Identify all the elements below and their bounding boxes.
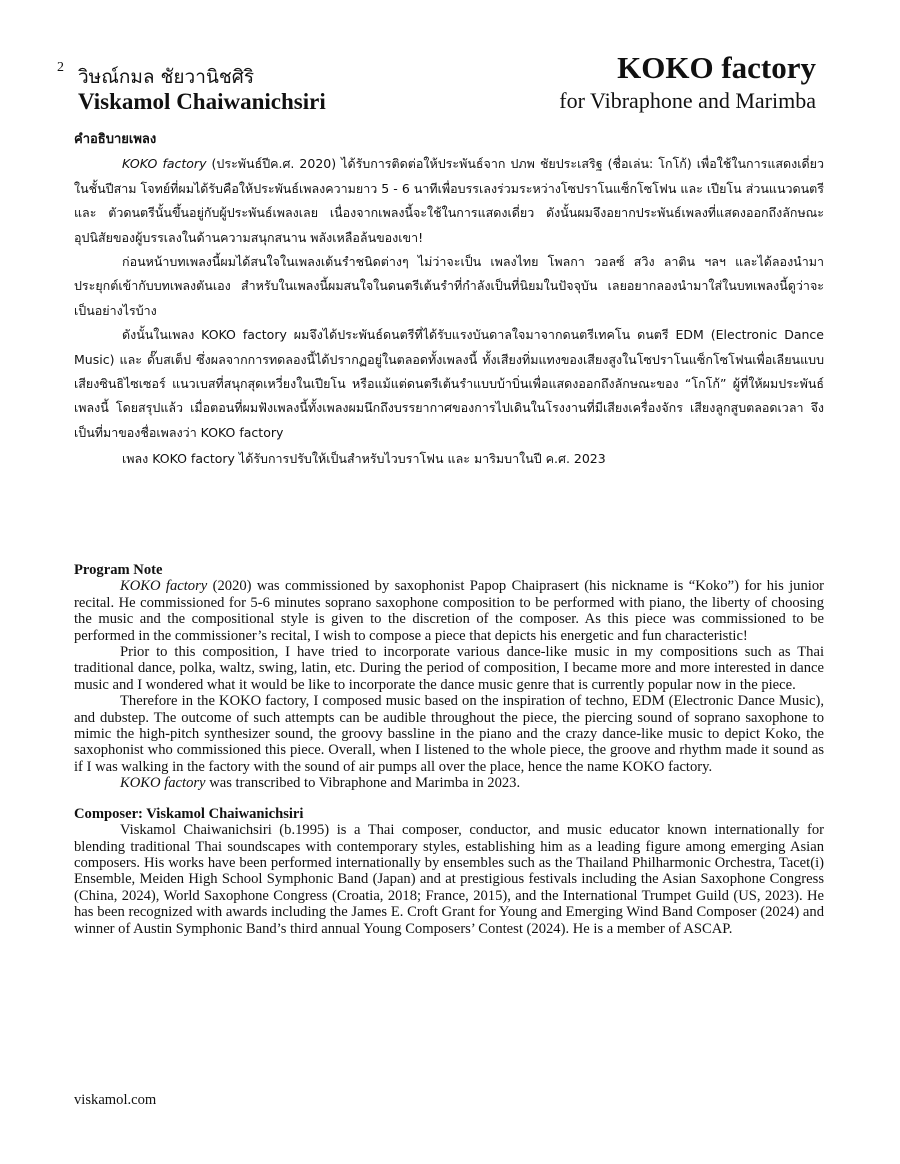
thai-paragraph-2: ก่อนหน้าบทเพลงนี้ผมได้สนใจในเพลงเต้นรำชนิดต่างๆ ไม่ว่าจะเป็น เพลงไทย โพลกา วอลซ์ สวิง ลาติน ฯลฯ และได้ลองนำมาประยุกต์เข้ากับบทเพลงตันเอง สำหรับในเพลงนี้ผมสนใจในดนตรีเต้นรำที่กำลังเป็นที่นิยมในปัจจุบัน เลยอยากลองนำมาใส่ในบทเพลงนี้ดูว่าจะเป็นอย่างไรบ้าง: [74, 254, 824, 318]
english-notes: [74, 562, 824, 937]
thai-paragraph-3: ดังนั้นในเพลง KOKO factory ผมจึงได้ประพันธ์ดนตรีที่ได้รับแรงบันดาลใจมาจากดนตรีเทคโน ดนตรี EDM (Electronic Dance Music) และ ดั๊บสเต็ป ซึ่งผลจากการทดลองนี้ได้ปรากฏอยู่ในตลอดทั้งเพลงนี้ ทั้งเสียงทิ่มแทงของเสียงสูงในโซปราโนแซ็กโซโฟนเพื่อเลียนแบบเสียงซินธิไซเซอร์ แนวเบสที่สนุกสุดเหวี่ยงในเปียโน หรือแม้แต่ดนตรีเต้นรำแบบบ้าบิ่นเพื่อแสดงออกถึงลักษณะของ “โกโก้” ผู้ที่ให้ผมประพันธ์เพลงนี้ โดยสรุปแล้ว เมื่อตอนที่ผมฟังเพลงนี้ทั้งเพลงผมนึกถึงบรรยากาศของการไปเดินในโรงงานที่มีเสียงเครื่องจักร เสียงลูกสูบตลอดเวลา จึงเป็นที่มาของชื่อเพลงว่า KOKO factory: [74, 327, 824, 440]
program-note-paragraph-3: Therefore in the KOKO factory, I composed music based on the inspiration of techno, EDM (Electronic Dance Music), and dubstep. The outcome of such attempts can be audible throughout the piece, the piercing sound of soprano saxophone to mimic the high-pitch synthesizer sound, the groovy bassline in the piano and the crazy dance-like music to depict Koko, the saxophonist who commissioned this piece. Overall, when I listened to the whole piece, the groove and rhythm made it sound as if I was walking in the factory with the sound of air pumps all over the place, hence the name KOKO factory.: [74, 693, 824, 775]
thai-paragraph-1-title: KOKO factory: [122, 156, 207, 172]
program-note-paragraph-4-title: KOKO factory: [120, 775, 206, 792]
program-note-paragraph-4: [74, 775, 824, 791]
composer-bio-heading: Composer: Viskamol Chaiwanichsiri: [74, 805, 304, 822]
page-number: 2: [57, 60, 64, 75]
program-note-heading: Program Note: [74, 562, 163, 578]
thai-paragraph-1: [74, 152, 824, 250]
thai-paragraph-1-text: (ประพันธ์ปีค.ศ. 2020) ได้รับการติดต่อให้ประพันธ์จาก ปภพ ชัยประเสริฐ (ชื่อเล่น: โกโก้) เพื่อใช้ในการแสดงเดี่ยวในชั้นปีสาม โจทย์ที่ผมได้รับคือให้ประพันธ์เพลงความยาว 5 - 6 นาทีเพื่อบรรเลงร่วมระหว่างโซปราโนแซ็กโซโฟน และ เปียโน ส่วนแนวดนตรี และ ตัวดนตรีนั้นขึ้นอยู่กับผู้ประพันธ์เพลงเลย เนื่องจากเพลงนี้จะใช้ในการแสดงเดี่ยว ดังนั้นผมจึงอยากประพันธ์เพลงที่แสดงออกถึงลักษณะ อุปนิสัยของผู้บรรเลงในด้านความสนุกสนาน พลังเหลือล้นของเขา!: [74, 156, 824, 245]
program-note-paragraph-1: [74, 578, 824, 644]
piece-title: KOKO factory: [617, 50, 816, 85]
program-note-paragraph-4-text: was transcribed to Vibraphone and Marimba in 2023.: [205, 775, 521, 792]
composer-name-thai: วิษณ์กมล ชัยวานิชศิริ: [78, 66, 255, 88]
composer-bio-paragraph: Viskamol Chaiwanichsiri (b.1995) is a Thai composer, conductor, and music educator known internationally for blending traditional Thai soundscapes with contemporary styles, establishing him as a leading figure among emerging Asian composers. His works have been performed internationally by ensembles such as the Thailand Philharmonic Orchestra, Tacet(i) Ensemble, Meiden High School Symphonic Band (Japan) and at prestigious festivals including the Asian Saxophone Congress (China, 2024), World Saxophone Congress (Croatia, 2018; France, 2015), and the International Trumpet Guild (US, 2023). He has been recognized with awards including the James E. Croft Grant for Young and Emerging Wind Band Composer (2024) and winner of Austin Symphonic Band’s third annual Young Composers’ Contest (2024). He is a member of ASCAP.: [74, 822, 824, 937]
website-link[interactable]: viskamol.com: [74, 1092, 157, 1108]
program-note-paragraph-1-title: KOKO factory: [120, 578, 208, 595]
program-note-paragraph-2: Prior to this composition, I have tried to incorporate various dance-like music in my compositions such as Thai traditional dance, polka, waltz, swing, latin, etc. During the period of composition, I became more and more interested in dance music and I wondered what it would be like to incorporate the dance music genre that is currently popular now in the piece.: [74, 644, 824, 693]
thai-program-note: [74, 128, 824, 472]
thai-paragraph-4: เพลง KOKO factory ได้รับการปรับให้เป็นสำหรับไวบราโฟน และ มาริมบาในปี ค.ศ. 2023: [122, 451, 606, 467]
composer-name-english: Viskamol Chaiwanichsiri: [78, 89, 326, 114]
program-note-paragraph-1-text: (2020) was commissioned by saxophonist Papop Chaiprasert (his nickname is “Koko”) for his junior recital. He commissioned for 5-6 minutes soprano saxophone composition to be performed with piano, the liberty of choosing the music and the compositional style is given to the discretion of the composer. As this piece was commissioned to be performed in the commissioner’s recital, I wish to compose a piece that depicts his energetic and fun characteristic!: [74, 578, 824, 644]
piece-subtitle: for Vibraphone and Marimba: [559, 88, 816, 113]
thai-note-heading: คำอธิบายเพลง: [74, 132, 157, 147]
